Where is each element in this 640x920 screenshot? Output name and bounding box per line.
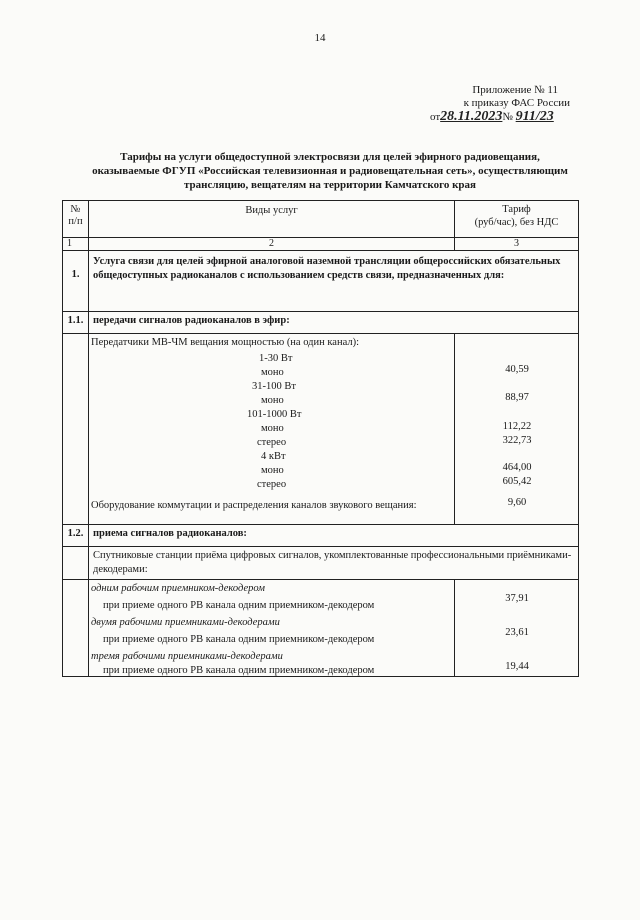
transmitters-row bbox=[63, 334, 579, 525]
p2-mono-label: моно bbox=[261, 395, 284, 406]
power-31-100w: 31-100 Вт bbox=[252, 381, 296, 392]
appendix-title: Приложение № 11 bbox=[472, 84, 558, 96]
tariff-table bbox=[62, 200, 579, 677]
header-tariff: Тариф (руб/час), без НДС bbox=[455, 201, 579, 238]
p1-mono-price: 40,59 bbox=[505, 364, 529, 375]
receivers-row bbox=[63, 580, 579, 677]
section-1-1-row: 1.1. передачи сигналов радиоканалов в эфир: bbox=[63, 312, 579, 334]
transmitters-heading: Передатчики МВ-ЧМ вещания мощностью (на один канал): bbox=[91, 337, 359, 348]
receiver-3-price: 19,44 bbox=[505, 661, 529, 672]
table-header-row bbox=[63, 201, 579, 238]
header-services: Виды услуг bbox=[89, 201, 455, 238]
header-num: № п/п bbox=[63, 201, 89, 238]
satellite-row bbox=[63, 547, 579, 580]
p2-mono-price: 88,97 bbox=[505, 392, 529, 403]
receiver-1-desc: при приеме одного РВ канала одним приемником-декодером bbox=[103, 600, 375, 611]
p1-mono-label: моно bbox=[261, 367, 284, 378]
p3-stereo-label: стерео bbox=[257, 437, 287, 448]
transmitters-cell bbox=[89, 334, 455, 525]
page-number: 14 bbox=[314, 32, 326, 44]
p4-mono-price: 464,00 bbox=[502, 462, 532, 473]
receiver-1-title: одним рабочим приемником-декодером bbox=[91, 583, 265, 594]
order-number: 911/23 bbox=[515, 109, 554, 124]
power-101-1000w: 101-1000 Вт bbox=[247, 409, 302, 420]
table-index-row: 1 2 3 bbox=[63, 238, 579, 251]
satellite-text: Спутниковые станции приёма цифровых сигналов, укомплектованные профессиональными приёмниками-декодерами: bbox=[89, 547, 579, 580]
section-1-1-title: передачи сигналов радиоканалов в эфир: bbox=[89, 312, 579, 334]
p3-mono-price: 112,22 bbox=[502, 421, 532, 432]
power-4kw: 4 кВт bbox=[261, 451, 286, 462]
equipment-price: 9,60 bbox=[507, 497, 527, 508]
document-title: Тарифы на услуги общедоступной электросвязи для целей эфирного радиовещания, оказываемые ФГУП «Российская телевизионная и радиовещательная сеть», осуществляющим трансляцию, вещателям на территории Камчатского края bbox=[92, 151, 568, 191]
receiver-3-title: тремя рабочими приемниками-декодерами bbox=[91, 651, 283, 662]
p3-mono-label: моно bbox=[261, 423, 284, 434]
section-1-2-title: приема сигналов радиоканалов: bbox=[89, 525, 579, 547]
receiver-1-price: 37,91 bbox=[505, 593, 529, 604]
power-1-30w: 1-30 Вт bbox=[259, 353, 293, 364]
order-date: 28.11.2023 bbox=[440, 109, 503, 124]
equipment-label: Оборудование коммутации и распределения каналов звукового вещания: bbox=[91, 500, 417, 511]
receiver-2-price: 23,61 bbox=[505, 627, 529, 638]
section-1-2-row: 1.2. приема сигналов радиоканалов: bbox=[63, 525, 579, 547]
receivers-prices bbox=[455, 580, 579, 677]
p4-mono-label: моно bbox=[261, 465, 284, 476]
section-1-text: Услуга связи для целей эфирной аналоговой наземной трансляции общероссийских обязательных общедоступных радиоканалов с использованием средств связи, предназначенных для: bbox=[89, 251, 579, 312]
appendix-date-line: от28.11.2023№ 911/23 bbox=[430, 109, 554, 124]
appendix-block bbox=[430, 84, 570, 124]
p4-stereo-price: 605,42 bbox=[502, 476, 532, 487]
section-1-row: 1. Услуга связи для целей эфирной аналоговой наземной трансляции общероссийских обязательных общедоступных радиоканалов с использованием средств связи, предназначенных для: bbox=[63, 251, 579, 312]
receiver-3-desc: при приеме одного РВ канала одним приемником-декодером bbox=[103, 665, 375, 676]
appendix-order: к приказу ФАС России bbox=[463, 97, 570, 109]
receiver-2-title: двумя рабочими приемниками-декодерами bbox=[91, 617, 280, 628]
p4-stereo-label: стерео bbox=[257, 479, 287, 490]
receiver-2-desc: при приеме одного РВ канала одним приемником-декодером bbox=[103, 634, 375, 645]
p3-stereo-price: 322,73 bbox=[502, 435, 532, 446]
receivers-cell bbox=[89, 580, 455, 677]
transmitters-prices bbox=[455, 334, 579, 525]
